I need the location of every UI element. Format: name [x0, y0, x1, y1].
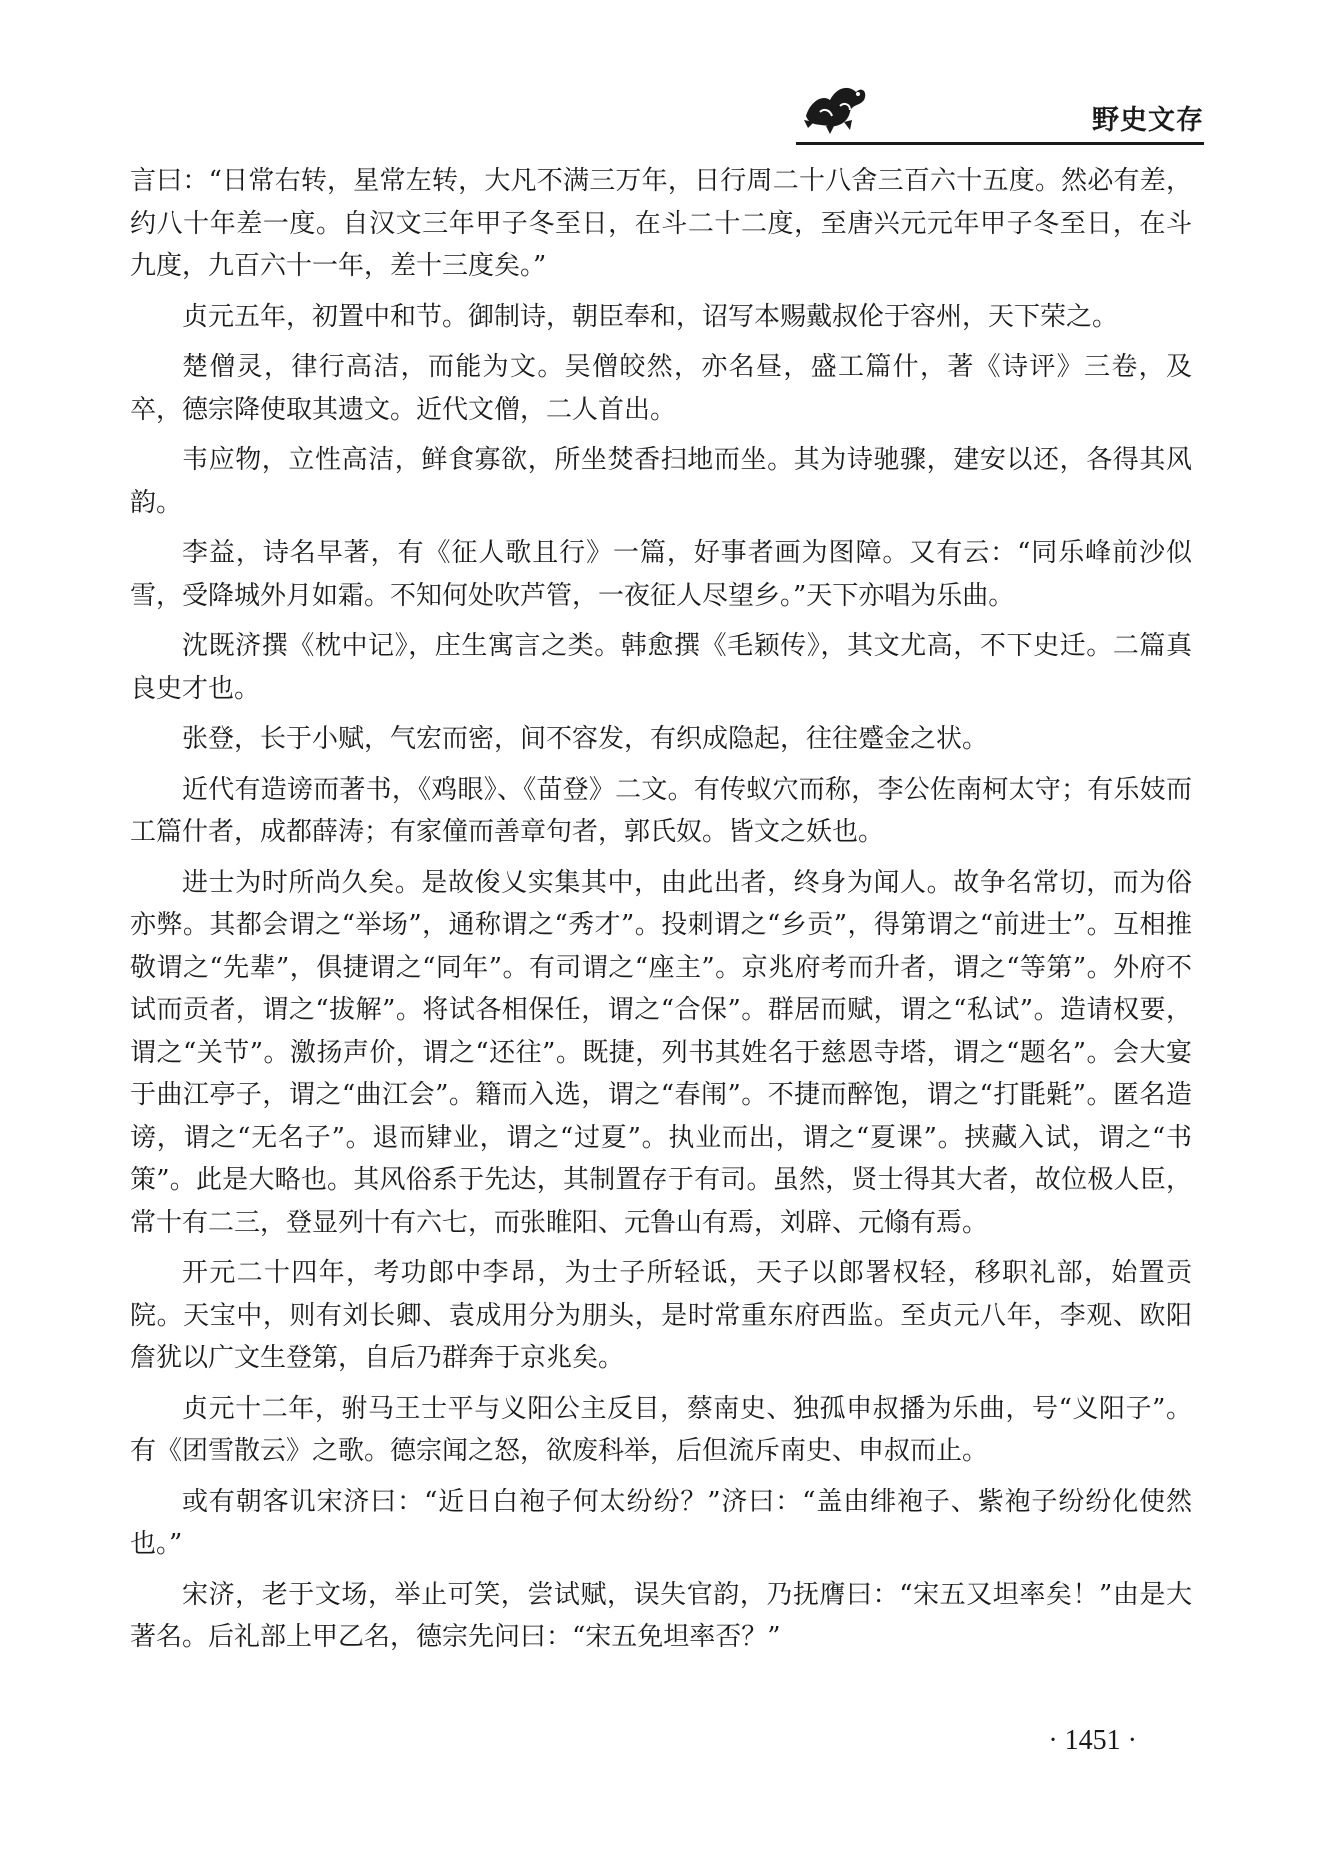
running-header: [0, 70, 1322, 150]
paragraph: 进士为时所尚久矣。是故俊乂实集其中，由此出者，终身为闻人。故争名常切，而为俗亦弊。其都会谓之“举场”，通称谓之“秀才”。投刺谓之“乡贡”，得第谓之“前进士”。互相推敬谓之“先辈”，俱捷谓之“同年”。有司谓之“座主”。京兆府考而升者，谓之“等第”。外府不试而贡者，谓之“拔解”。将试各相保任，谓之“合保”。群居而赋，谓之“私试”。造请权要，谓之“关节”。激扬声价，谓之“还往”。既捷，列书其姓名于慈恩寺塔，谓之“题名”。会大宴于曲江亭子，谓之“曲江会”。籍而入选，谓之“春闱”。不捷而醉饱，谓之“打毷氉”。匿名造谤，谓之“无名子”。退而肄业，谓之“过夏”。执业而出，谓之“夏课”。挟藏入试，谓之“书策”。此是大略也。其风俗系于先达，其制置存于有司。虽然，贤士得其大者，故位极人臣，常十有二三，登显列十有六七，而张睢阳、元鲁山有焉，刘辟、元翛有焉。: [130, 867, 1192, 1238]
paragraph: 贞元十二年，驸马王士平与义阳公主反目，蔡南史、独孤申叔播为乐曲，号“义阳子”。有《团雪散云》之歌。德宗闻之怒，欲废科举，后但流斥南史、申叔而止。: [130, 1393, 1192, 1466]
paragraph: 贞元五年，初置中和节。御制诗，朝臣奉和，诏写本赐戴叔伦于容州，天下荣之。: [182, 301, 1119, 332]
paragraph: 言曰：“日常右转，星常左转，大凡不满三万年，日行周二十八舍三百六十五度。然必有差，约八十年差一度。自汉文三年甲子冬至日，在斗二十二度，至唐兴元元年甲子冬至日，在斗九度，九百六十一年，差十三度矣。”: [130, 166, 1192, 281]
paragraph: 近代有造谤而著书，《鸡眼》、《苗登》二文。有传蚁穴而称，李公佐南柯太守；有乐妓而工篇什者，成都薛涛；有家僮而善章句者，郭氏奴。皆文之妖也。: [130, 774, 1192, 847]
paragraph: 楚僧灵，律行高洁，而能为文。吴僧皎然，亦名昼，盛工篇什，著《诗评》三卷，及卒，德宗降使取其遗文。近代文僧，二人首出。: [130, 352, 1192, 425]
paragraph: 李益，诗名早著，有《征人歌且行》一篇，好事者画为图障。又有云：“同乐峰前沙似雪，受降城外月如霜。不知何处吹芦管，一夜征人尽望乡。”天下亦唱为乐曲。: [130, 538, 1192, 611]
page-number: · 1451 ·: [1048, 1725, 1137, 1756]
page-body: [130, 160, 1192, 1667]
paragraph: 或有朝客讥宋济曰：“近日白袍子何太纷纷？”济曰：“盖由绯袍子、紫袍子纷纷化使然也。”: [130, 1486, 1192, 1559]
paragraph: 开元二十四年，考功郎中李昂，为士子所轻诋，天子以郎署权轻，移职礼部，始置贡院。天宝中，则有刘长卿、袁成用分为朋头，是时常重东府西监。至贞元八年，李观、欧阳詹犹以广文生登第，自后乃群奔于京兆矣。: [130, 1258, 1192, 1373]
series-title: 野史文存: [1092, 105, 1204, 136]
paragraph: 宋济，老于文场，举止可笑，尝试赋，误失官韵，乃抚膺曰：“宋五又坦率矣！”由是大著名。后礼部上甲乙名，德宗先问曰：“宋五免坦率否？”: [130, 1579, 1192, 1652]
paragraph: 沈既济撰《枕中记》，庄生寓言之类。韩愈撰《毛颖传》，其文尤高，不下史迁。二篇真良史才也。: [130, 631, 1192, 704]
dragon-emblem-icon: [800, 76, 870, 136]
paragraph: 张登，长于小赋，气宏而密，间不容发，有织成隐起，往往蹙金之状。: [182, 724, 989, 754]
header-rule: [796, 142, 1204, 145]
paragraph: 韦应物，立性高洁，鲜食寡欲，所坐焚香扫地而坐。其为诗驰骤，建安以还，各得其风韵。: [130, 445, 1192, 518]
